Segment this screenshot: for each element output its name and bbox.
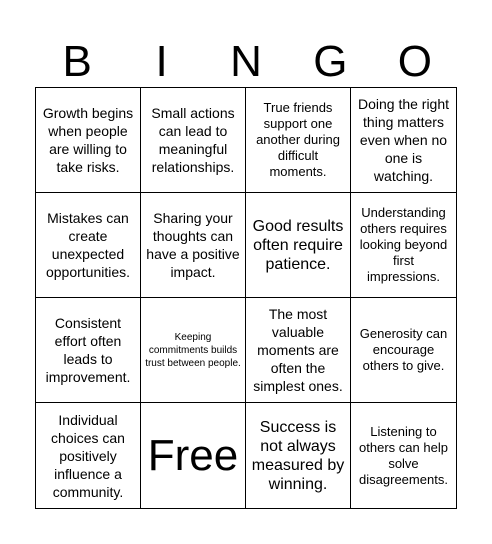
bingo-cell-text: The most valuable moments are often the simplest ones.: [253, 306, 343, 394]
bingo-cell[interactable]: [141, 298, 246, 403]
free-space-cell[interactable]: [141, 403, 246, 508]
bingo-cell[interactable]: [36, 193, 141, 298]
bingo-cell-text: Keeping commitments builds trust between people.: [145, 331, 241, 369]
bingo-cell[interactable]: [36, 403, 141, 508]
bingo-cell-text: Growth begins when people are willing to take risks.: [42, 105, 134, 175]
bingo-cell-text: Listening to others can help solve disagreements.: [359, 423, 448, 487]
bingo-cell-text: Mistakes can create unexpected opportunities.: [45, 210, 131, 280]
bingo-card-grid: [35, 87, 457, 509]
bingo-cell-text: Individual choices can positively influence a community.: [51, 411, 125, 500]
bingo-cell[interactable]: [351, 298, 456, 403]
bingo-cell-text: True friends support one another during difficult moments.: [256, 100, 340, 179]
bingo-cell[interactable]: [351, 193, 456, 298]
bingo-cell-text: Small actions can lead to meaningful relationships.: [151, 105, 235, 175]
header-letter-b: B: [62, 37, 92, 86]
bingo-cell[interactable]: [246, 88, 351, 193]
header-letter-i: I: [155, 37, 168, 86]
header-letter-n: N: [230, 37, 262, 86]
bingo-cell[interactable]: [141, 193, 246, 298]
bingo-cell[interactable]: [36, 88, 141, 193]
bingo-cell[interactable]: [246, 403, 351, 508]
bingo-cell-text: Understanding others requires looking beyond first impressions.: [359, 205, 448, 284]
bingo-cell[interactable]: [246, 193, 351, 298]
free-space-text: Free: [147, 430, 239, 480]
bingo-cell-text: Sharing your thoughts can have a positive impact.: [146, 210, 240, 280]
bingo-cell-text: Doing the right thing matters even when no one is watching.: [357, 96, 450, 184]
bingo-cell[interactable]: [141, 88, 246, 193]
bingo-cell-text: Success is not always measured by winning.: [251, 418, 345, 493]
header-letter-g: G: [313, 37, 348, 86]
bingo-header: [35, 36, 457, 88]
header-letter-o: O: [397, 37, 432, 86]
bingo-cell-text: Good results often require patience.: [252, 217, 344, 273]
bingo-cell-text: Consistent effort often leads to improvement.: [45, 315, 131, 385]
bingo-cell[interactable]: [351, 88, 456, 193]
bingo-cell[interactable]: [36, 298, 141, 403]
bingo-cell[interactable]: [351, 403, 456, 508]
bingo-cell[interactable]: [246, 298, 351, 403]
bingo-cell-text: Generosity can encourage others to give.: [359, 326, 448, 373]
